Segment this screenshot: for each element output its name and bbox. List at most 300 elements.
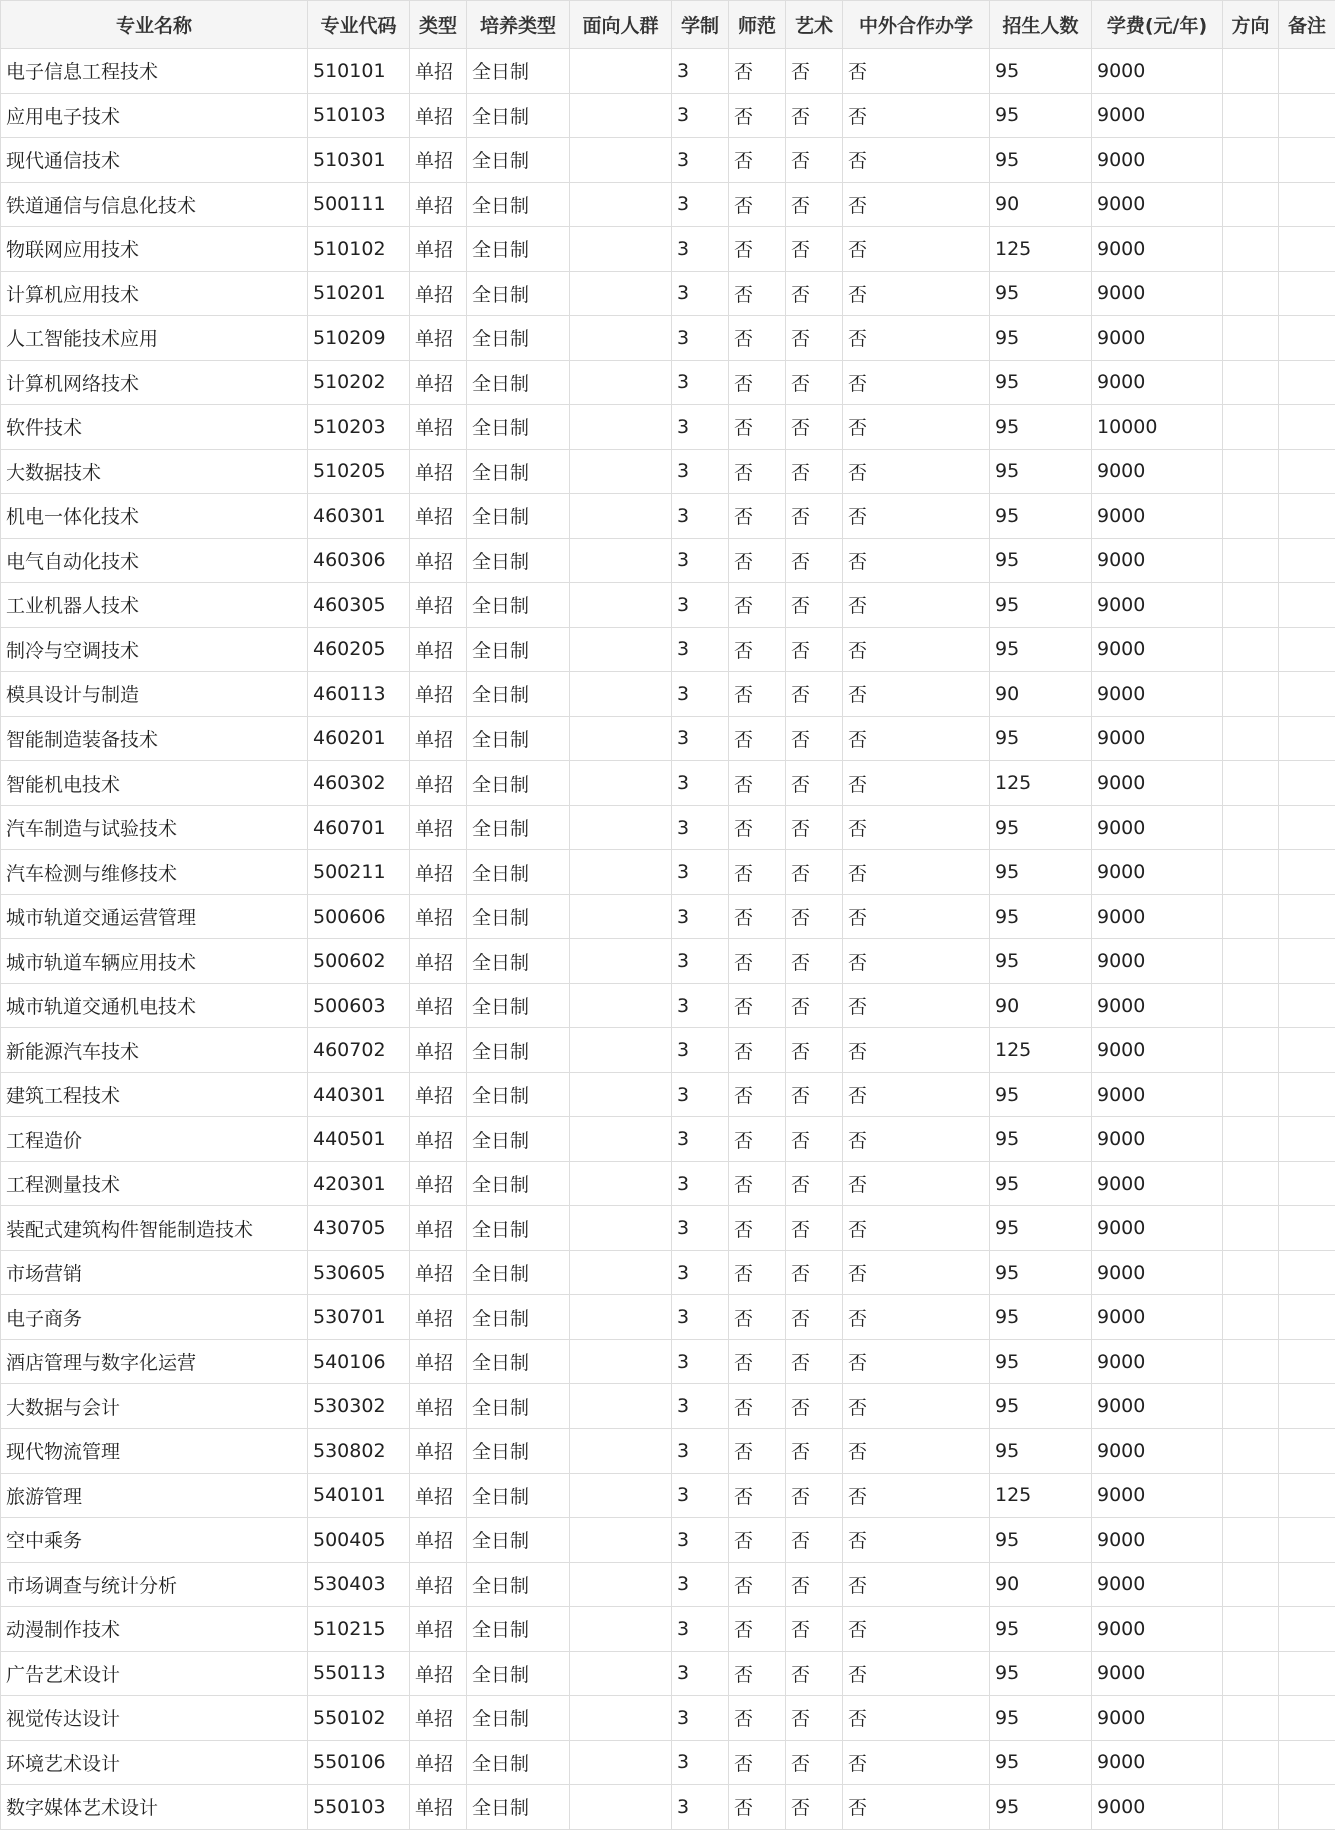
cell-major-code: 500111 xyxy=(308,182,410,227)
cell-major-name: 现代通信技术 xyxy=(1,138,308,183)
header-enrollment: 招生人数 xyxy=(990,1,1092,49)
cell-sino-foreign: 否 xyxy=(843,1295,990,1340)
cell-type: 单招 xyxy=(410,1562,467,1607)
table-row xyxy=(1,1785,1335,1830)
cell-major-code: 440501 xyxy=(308,1117,410,1162)
cell-type: 单招 xyxy=(410,316,467,361)
cell-duration: 3 xyxy=(672,93,729,138)
cell-enrollment: 95 xyxy=(990,1117,1092,1162)
cell-normal: 否 xyxy=(729,182,786,227)
cell-sino-foreign: 否 xyxy=(843,449,990,494)
cell-remarks xyxy=(1279,983,1335,1028)
cell-remarks xyxy=(1279,716,1335,761)
cell-normal: 否 xyxy=(729,1072,786,1117)
cell-enrollment: 95 xyxy=(990,138,1092,183)
cell-major-code: 550103 xyxy=(308,1785,410,1830)
cell-major-name: 市场营销 xyxy=(1,1250,308,1295)
cell-remarks xyxy=(1279,1785,1335,1830)
cell-target-group xyxy=(570,1339,672,1384)
cell-type: 单招 xyxy=(410,983,467,1028)
cell-sino-foreign: 否 xyxy=(843,1651,990,1696)
cell-type: 单招 xyxy=(410,182,467,227)
cell-target-group xyxy=(570,1607,672,1652)
cell-sino-foreign: 否 xyxy=(843,138,990,183)
cell-major-code: 460113 xyxy=(308,672,410,717)
cell-art: 否 xyxy=(786,1072,843,1117)
cell-major-name: 广告艺术设计 xyxy=(1,1651,308,1696)
cell-target-group xyxy=(570,1295,672,1340)
cell-target-group xyxy=(570,93,672,138)
cell-study-mode: 全日制 xyxy=(467,1250,570,1295)
cell-study-mode: 全日制 xyxy=(467,316,570,361)
cell-duration: 3 xyxy=(672,939,729,984)
cell-direction xyxy=(1223,1562,1279,1607)
cell-duration: 3 xyxy=(672,672,729,717)
cell-enrollment: 95 xyxy=(990,49,1092,94)
cell-tuition: 9000 xyxy=(1092,894,1223,939)
cell-normal: 否 xyxy=(729,449,786,494)
table-row xyxy=(1,316,1335,361)
cell-type: 单招 xyxy=(410,850,467,895)
cell-art: 否 xyxy=(786,1161,843,1206)
cell-art: 否 xyxy=(786,1028,843,1073)
cell-enrollment: 95 xyxy=(990,316,1092,361)
cell-major-name: 汽车检测与维修技术 xyxy=(1,850,308,895)
cell-duration: 3 xyxy=(672,271,729,316)
header-major-name: 专业名称 xyxy=(1,1,308,49)
cell-study-mode: 全日制 xyxy=(467,1651,570,1696)
cell-tuition: 9000 xyxy=(1092,494,1223,539)
cell-study-mode: 全日制 xyxy=(467,627,570,672)
cell-duration: 3 xyxy=(672,449,729,494)
cell-study-mode: 全日制 xyxy=(467,1072,570,1117)
cell-type: 单招 xyxy=(410,716,467,761)
cell-remarks xyxy=(1279,672,1335,717)
cell-normal: 否 xyxy=(729,405,786,450)
cell-major-name: 人工智能技术应用 xyxy=(1,316,308,361)
cell-art: 否 xyxy=(786,1250,843,1295)
cell-art: 否 xyxy=(786,583,843,628)
cell-major-name: 新能源汽车技术 xyxy=(1,1028,308,1073)
cell-enrollment: 95 xyxy=(990,360,1092,405)
table-row xyxy=(1,1072,1335,1117)
cell-normal: 否 xyxy=(729,1651,786,1696)
cell-sino-foreign: 否 xyxy=(843,761,990,806)
cell-sino-foreign: 否 xyxy=(843,93,990,138)
header-normal: 师范 xyxy=(729,1,786,49)
cell-art: 否 xyxy=(786,182,843,227)
cell-target-group xyxy=(570,716,672,761)
cell-target-group xyxy=(570,49,672,94)
cell-normal: 否 xyxy=(729,1428,786,1473)
cell-direction xyxy=(1223,1339,1279,1384)
cell-major-name: 模具设计与制造 xyxy=(1,672,308,717)
cell-sino-foreign: 否 xyxy=(843,227,990,272)
cell-study-mode: 全日制 xyxy=(467,805,570,850)
cell-sino-foreign: 否 xyxy=(843,1072,990,1117)
cell-study-mode: 全日制 xyxy=(467,182,570,227)
cell-tuition: 9000 xyxy=(1092,49,1223,94)
cell-target-group xyxy=(570,805,672,850)
cell-major-name: 环境艺术设计 xyxy=(1,1740,308,1785)
cell-major-code: 510102 xyxy=(308,227,410,272)
cell-remarks xyxy=(1279,538,1335,583)
cell-type: 单招 xyxy=(410,1206,467,1251)
cell-enrollment: 95 xyxy=(990,1740,1092,1785)
cell-duration: 3 xyxy=(672,805,729,850)
cell-major-name: 数字媒体艺术设计 xyxy=(1,1785,308,1830)
cell-normal: 否 xyxy=(729,138,786,183)
cell-sino-foreign: 否 xyxy=(843,316,990,361)
table-row xyxy=(1,761,1335,806)
cell-direction xyxy=(1223,583,1279,628)
cell-direction xyxy=(1223,227,1279,272)
cell-study-mode: 全日制 xyxy=(467,1473,570,1518)
table-row xyxy=(1,182,1335,227)
cell-duration: 3 xyxy=(672,1651,729,1696)
cell-remarks xyxy=(1279,805,1335,850)
cell-major-name: 城市轨道车辆应用技术 xyxy=(1,939,308,984)
cell-enrollment: 95 xyxy=(990,894,1092,939)
cell-direction xyxy=(1223,1161,1279,1206)
cell-study-mode: 全日制 xyxy=(467,138,570,183)
cell-art: 否 xyxy=(786,316,843,361)
cell-type: 单招 xyxy=(410,271,467,316)
cell-remarks xyxy=(1279,1696,1335,1741)
cell-remarks xyxy=(1279,761,1335,806)
cell-normal: 否 xyxy=(729,1473,786,1518)
cell-enrollment: 95 xyxy=(990,1250,1092,1295)
cell-major-code: 460302 xyxy=(308,761,410,806)
cell-study-mode: 全日制 xyxy=(467,494,570,539)
cell-remarks xyxy=(1279,1562,1335,1607)
cell-study-mode: 全日制 xyxy=(467,49,570,94)
cell-direction xyxy=(1223,939,1279,984)
cell-normal: 否 xyxy=(729,316,786,361)
cell-major-code: 500211 xyxy=(308,850,410,895)
cell-direction xyxy=(1223,449,1279,494)
cell-duration: 3 xyxy=(672,1339,729,1384)
cell-normal: 否 xyxy=(729,672,786,717)
cell-target-group xyxy=(570,538,672,583)
cell-target-group xyxy=(570,1072,672,1117)
cell-remarks xyxy=(1279,271,1335,316)
cell-tuition: 9000 xyxy=(1092,138,1223,183)
cell-type: 单招 xyxy=(410,1651,467,1696)
table-row xyxy=(1,1117,1335,1162)
cell-remarks xyxy=(1279,316,1335,361)
cell-enrollment: 95 xyxy=(990,1696,1092,1741)
cell-major-name: 汽车制造与试验技术 xyxy=(1,805,308,850)
table-row xyxy=(1,805,1335,850)
cell-enrollment: 95 xyxy=(990,1651,1092,1696)
cell-target-group xyxy=(570,850,672,895)
cell-normal: 否 xyxy=(729,1384,786,1429)
table-row xyxy=(1,1518,1335,1563)
cell-duration: 3 xyxy=(672,1206,729,1251)
cell-direction xyxy=(1223,360,1279,405)
cell-art: 否 xyxy=(786,227,843,272)
cell-direction xyxy=(1223,405,1279,450)
cell-major-code: 510215 xyxy=(308,1607,410,1652)
cell-direction xyxy=(1223,271,1279,316)
cell-duration: 3 xyxy=(672,1562,729,1607)
cell-art: 否 xyxy=(786,93,843,138)
cell-sino-foreign: 否 xyxy=(843,360,990,405)
cell-type: 单招 xyxy=(410,494,467,539)
cell-direction xyxy=(1223,1785,1279,1830)
cell-direction xyxy=(1223,1651,1279,1696)
cell-remarks xyxy=(1279,1072,1335,1117)
cell-target-group xyxy=(570,1651,672,1696)
cell-major-code: 500602 xyxy=(308,939,410,984)
cell-study-mode: 全日制 xyxy=(467,271,570,316)
cell-direction xyxy=(1223,1117,1279,1162)
table-row xyxy=(1,271,1335,316)
cell-remarks xyxy=(1279,1651,1335,1696)
cell-normal: 否 xyxy=(729,271,786,316)
cell-major-code: 530302 xyxy=(308,1384,410,1429)
cell-major-name: 软件技术 xyxy=(1,405,308,450)
cell-enrollment: 90 xyxy=(990,983,1092,1028)
cell-art: 否 xyxy=(786,538,843,583)
cell-tuition: 9000 xyxy=(1092,1651,1223,1696)
cell-study-mode: 全日制 xyxy=(467,1740,570,1785)
cell-direction xyxy=(1223,805,1279,850)
cell-major-name: 大数据技术 xyxy=(1,449,308,494)
cell-major-code: 510205 xyxy=(308,449,410,494)
cell-art: 否 xyxy=(786,1740,843,1785)
cell-target-group xyxy=(570,1562,672,1607)
cell-major-name: 电子商务 xyxy=(1,1295,308,1340)
cell-target-group xyxy=(570,1206,672,1251)
cell-art: 否 xyxy=(786,1428,843,1473)
cell-study-mode: 全日制 xyxy=(467,1562,570,1607)
cell-target-group xyxy=(570,227,672,272)
cell-tuition: 9000 xyxy=(1092,360,1223,405)
cell-tuition: 9000 xyxy=(1092,1384,1223,1429)
cell-enrollment: 95 xyxy=(990,538,1092,583)
cell-duration: 3 xyxy=(672,360,729,405)
cell-tuition: 9000 xyxy=(1092,850,1223,895)
cell-art: 否 xyxy=(786,716,843,761)
cell-normal: 否 xyxy=(729,49,786,94)
cell-major-code: 530403 xyxy=(308,1562,410,1607)
cell-sino-foreign: 否 xyxy=(843,583,990,628)
cell-major-name: 现代物流管理 xyxy=(1,1428,308,1473)
cell-major-name: 旅游管理 xyxy=(1,1473,308,1518)
cell-enrollment: 95 xyxy=(990,1161,1092,1206)
header-target-group: 面向人群 xyxy=(570,1,672,49)
cell-target-group xyxy=(570,405,672,450)
cell-type: 单招 xyxy=(410,1518,467,1563)
cell-direction xyxy=(1223,1072,1279,1117)
cell-remarks xyxy=(1279,449,1335,494)
cell-normal: 否 xyxy=(729,1028,786,1073)
cell-major-code: 510202 xyxy=(308,360,410,405)
cell-remarks xyxy=(1279,1028,1335,1073)
cell-duration: 3 xyxy=(672,1785,729,1830)
cell-direction xyxy=(1223,538,1279,583)
cell-remarks xyxy=(1279,1518,1335,1563)
cell-enrollment: 95 xyxy=(990,1339,1092,1384)
cell-major-name: 工业机器人技术 xyxy=(1,583,308,628)
cell-target-group xyxy=(570,1473,672,1518)
cell-duration: 3 xyxy=(672,1384,729,1429)
cell-art: 否 xyxy=(786,672,843,717)
cell-major-code: 510101 xyxy=(308,49,410,94)
cell-target-group xyxy=(570,672,672,717)
cell-sino-foreign: 否 xyxy=(843,1250,990,1295)
cell-direction xyxy=(1223,316,1279,361)
cell-study-mode: 全日制 xyxy=(467,1428,570,1473)
cell-type: 单招 xyxy=(410,1072,467,1117)
cell-remarks xyxy=(1279,627,1335,672)
cell-normal: 否 xyxy=(729,1785,786,1830)
cell-tuition: 9000 xyxy=(1092,1785,1223,1830)
cell-duration: 3 xyxy=(672,1295,729,1340)
cell-type: 单招 xyxy=(410,1785,467,1830)
cell-target-group xyxy=(570,271,672,316)
cell-enrollment: 125 xyxy=(990,227,1092,272)
cell-enrollment: 95 xyxy=(990,627,1092,672)
cell-sino-foreign: 否 xyxy=(843,538,990,583)
cell-target-group xyxy=(570,627,672,672)
header-direction: 方向 xyxy=(1223,1,1279,49)
cell-sino-foreign: 否 xyxy=(843,1518,990,1563)
cell-major-code: 510201 xyxy=(308,271,410,316)
cell-type: 单招 xyxy=(410,1295,467,1340)
cell-target-group xyxy=(570,1518,672,1563)
table-row xyxy=(1,1740,1335,1785)
table-row xyxy=(1,1384,1335,1429)
cell-target-group xyxy=(570,939,672,984)
cell-sino-foreign: 否 xyxy=(843,627,990,672)
cell-normal: 否 xyxy=(729,1250,786,1295)
cell-duration: 3 xyxy=(672,49,729,94)
cell-major-code: 460201 xyxy=(308,716,410,761)
cell-study-mode: 全日制 xyxy=(467,761,570,806)
cell-sino-foreign: 否 xyxy=(843,1740,990,1785)
cell-sino-foreign: 否 xyxy=(843,894,990,939)
cell-normal: 否 xyxy=(729,360,786,405)
cell-tuition: 9000 xyxy=(1092,1339,1223,1384)
cell-enrollment: 95 xyxy=(990,1072,1092,1117)
cell-duration: 3 xyxy=(672,1696,729,1741)
cell-major-name: 智能制造装备技术 xyxy=(1,716,308,761)
cell-duration: 3 xyxy=(672,1072,729,1117)
cell-tuition: 9000 xyxy=(1092,1161,1223,1206)
cell-target-group xyxy=(570,583,672,628)
cell-direction xyxy=(1223,1295,1279,1340)
cell-tuition: 9000 xyxy=(1092,538,1223,583)
cell-study-mode: 全日制 xyxy=(467,1206,570,1251)
cell-duration: 3 xyxy=(672,1250,729,1295)
cell-type: 单招 xyxy=(410,939,467,984)
cell-major-name: 装配式建筑构件智能制造技术 xyxy=(1,1206,308,1251)
cell-major-code: 550106 xyxy=(308,1740,410,1785)
cell-art: 否 xyxy=(786,1651,843,1696)
cell-enrollment: 95 xyxy=(990,1607,1092,1652)
cell-major-name: 空中乘务 xyxy=(1,1518,308,1563)
cell-remarks xyxy=(1279,93,1335,138)
cell-remarks xyxy=(1279,1740,1335,1785)
cell-direction xyxy=(1223,1696,1279,1741)
cell-study-mode: 全日制 xyxy=(467,983,570,1028)
cell-art: 否 xyxy=(786,271,843,316)
cell-remarks xyxy=(1279,1607,1335,1652)
cell-art: 否 xyxy=(786,761,843,806)
cell-tuition: 9000 xyxy=(1092,1028,1223,1073)
cell-enrollment: 90 xyxy=(990,182,1092,227)
cell-target-group xyxy=(570,1696,672,1741)
cell-sino-foreign: 否 xyxy=(843,1473,990,1518)
cell-direction xyxy=(1223,1250,1279,1295)
cell-remarks xyxy=(1279,1473,1335,1518)
table-row xyxy=(1,538,1335,583)
cell-tuition: 9000 xyxy=(1092,1473,1223,1518)
table-row xyxy=(1,1161,1335,1206)
table-row xyxy=(1,1250,1335,1295)
cell-enrollment: 95 xyxy=(990,1785,1092,1830)
cell-remarks xyxy=(1279,1250,1335,1295)
cell-remarks xyxy=(1279,1161,1335,1206)
cell-duration: 3 xyxy=(672,405,729,450)
cell-study-mode: 全日制 xyxy=(467,1339,570,1384)
cell-sino-foreign: 否 xyxy=(843,405,990,450)
cell-art: 否 xyxy=(786,138,843,183)
cell-major-name: 市场调查与统计分析 xyxy=(1,1562,308,1607)
cell-enrollment: 125 xyxy=(990,1473,1092,1518)
cell-art: 否 xyxy=(786,805,843,850)
cell-tuition: 9000 xyxy=(1092,316,1223,361)
cell-type: 单招 xyxy=(410,1473,467,1518)
cell-duration: 3 xyxy=(672,494,729,539)
cell-sino-foreign: 否 xyxy=(843,850,990,895)
cell-tuition: 9000 xyxy=(1092,1740,1223,1785)
cell-target-group xyxy=(570,182,672,227)
cell-sino-foreign: 否 xyxy=(843,1028,990,1073)
cell-normal: 否 xyxy=(729,894,786,939)
cell-art: 否 xyxy=(786,939,843,984)
cell-duration: 3 xyxy=(672,1740,729,1785)
cell-major-name: 酒店管理与数字化运营 xyxy=(1,1339,308,1384)
cell-type: 单招 xyxy=(410,93,467,138)
cell-duration: 3 xyxy=(672,227,729,272)
cell-tuition: 9000 xyxy=(1092,761,1223,806)
cell-major-code: 530802 xyxy=(308,1428,410,1473)
cell-remarks xyxy=(1279,405,1335,450)
cell-type: 单招 xyxy=(410,1607,467,1652)
cell-direction xyxy=(1223,850,1279,895)
cell-type: 单招 xyxy=(410,360,467,405)
cell-remarks xyxy=(1279,850,1335,895)
cell-direction xyxy=(1223,761,1279,806)
cell-normal: 否 xyxy=(729,1117,786,1162)
cell-normal: 否 xyxy=(729,1339,786,1384)
table-row xyxy=(1,360,1335,405)
cell-enrollment: 95 xyxy=(990,716,1092,761)
table-body xyxy=(1,49,1335,1830)
table-row xyxy=(1,583,1335,628)
cell-direction xyxy=(1223,1028,1279,1073)
cell-tuition: 9000 xyxy=(1092,182,1223,227)
cell-direction xyxy=(1223,894,1279,939)
cell-tuition: 9000 xyxy=(1092,1206,1223,1251)
cell-major-code: 460205 xyxy=(308,627,410,672)
cell-type: 单招 xyxy=(410,627,467,672)
cell-enrollment: 95 xyxy=(990,93,1092,138)
